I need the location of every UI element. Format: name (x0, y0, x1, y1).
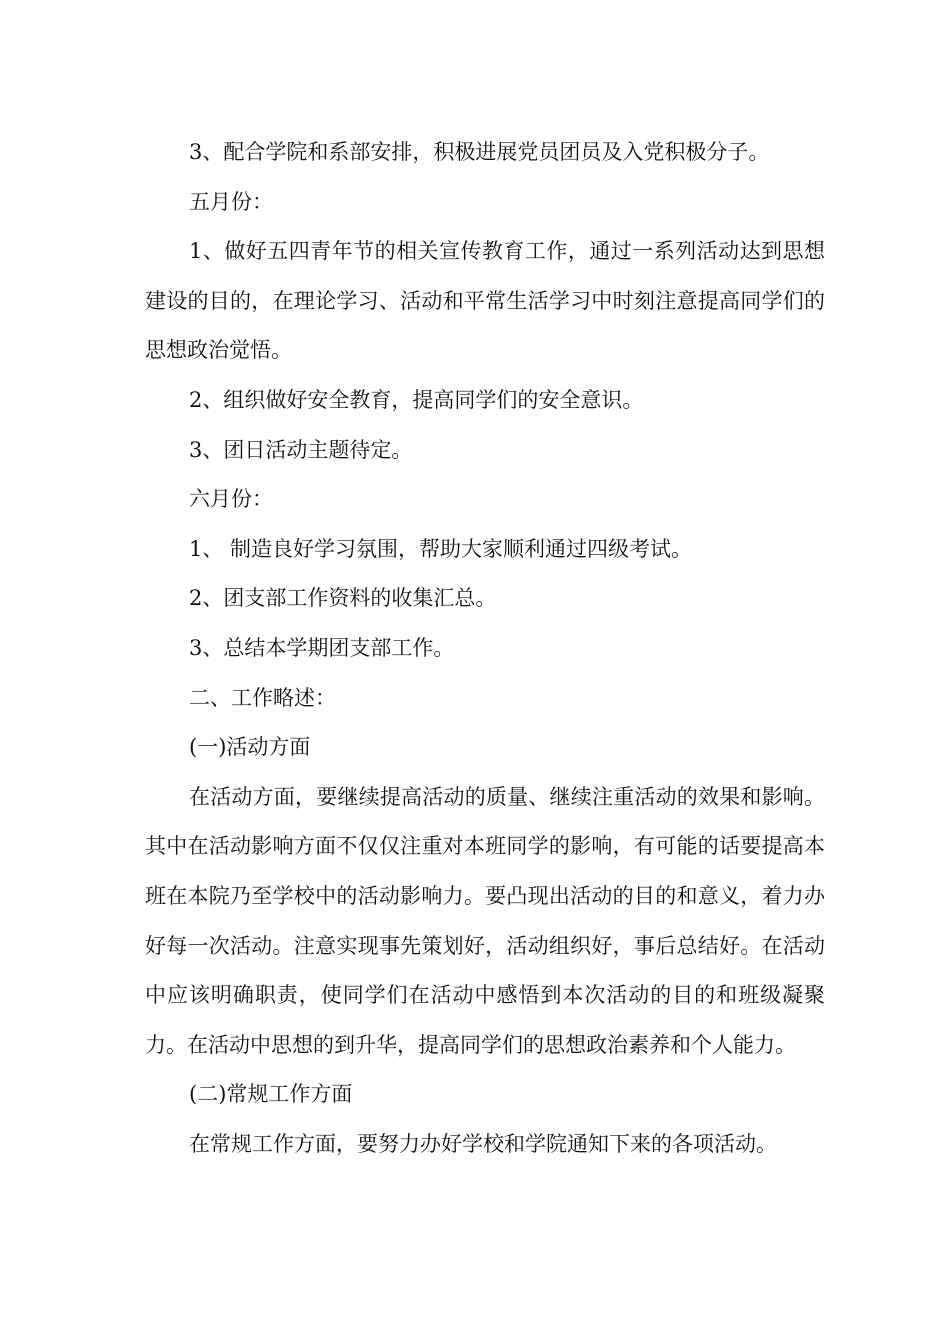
paragraph-activities: 在活动方面，要继续提高活动的质量、继续注重活动的效果和影响。其中在活动影响方面不仅仅注重对本班同学的影响，有可能的话要提高本班在本院乃至学校中的活动影响力。要凸现出活动的目的和意义，着力办好每一次活动。注意实现事先策划好，活动组织好，事后总结好。在活动中应该明确职责，使同学们在活动中感悟到本次活动的目的和班级凝聚力。在活动中思想的到升华，提高同学们的思想政治素养和个人能力。 (145, 784, 825, 1057)
paragraph-may-1: 1、做好五四青年节的相关宣传教育工作，通过一系列活动达到思想建设的目的，在理论学习、活动和平常生活学习中时刻注意提高同学们的思想政治觉悟。 (145, 239, 825, 363)
subheading-routine-work: (二)常规工作方面 (189, 1082, 353, 1107)
heading-june: 六月份： (189, 487, 273, 512)
heading-may: 五月份： (189, 189, 273, 214)
paragraph-may-3: 3、团日活动主题待定。 (189, 437, 413, 462)
paragraph-routine-work: 在常规工作方面，要努力办好学校和学院通知下来的各项活动。 (189, 1131, 777, 1156)
paragraph-item-3-party-members: 3、配合学院和系部安排，积极进展党员团员及入党积极分子。 (189, 140, 770, 164)
paragraph-june-2: 2、团支部工作资料的收集汇总。 (189, 586, 497, 611)
subheading-activities: (一)活动方面 (189, 735, 311, 760)
section-heading-work-overview: 二、工作略述： (189, 685, 336, 710)
paragraph-may-2: 2、组织做好安全教育，提高同学们的安全意识。 (189, 387, 644, 412)
document-body (145, 128, 825, 1169)
paragraph-june-3: 3、总结本学期团支部工作。 (189, 635, 455, 660)
paragraph-june-1: 1、 制造良好学习氛围，帮助大家顺利通过四级考试。 (189, 536, 693, 561)
